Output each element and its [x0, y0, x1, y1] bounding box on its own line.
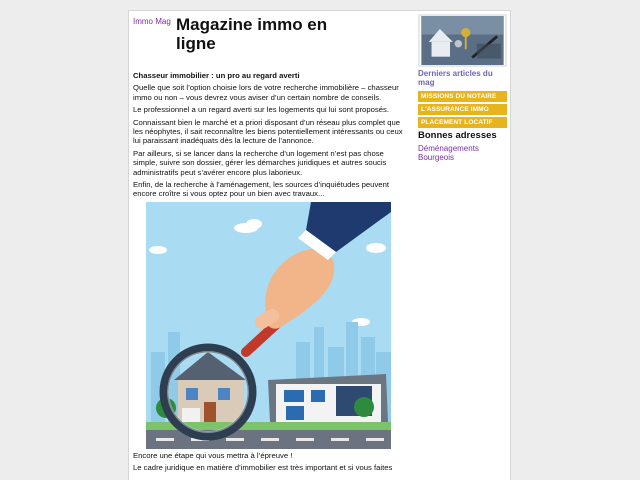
sidebar-item-placement-locatif[interactable]: PLACEMENT LOCATIF	[418, 117, 507, 128]
sidebar-item-missions-du-notaire[interactable]: MISSIONS DU NOTAIRE	[418, 91, 507, 102]
article-heading: Chasseur immobilier : un pro au regard averti	[133, 71, 300, 80]
site-title: Magazine immo en ligne	[176, 15, 328, 53]
article-paragraph: Connaissant bien le marché et a priori disposant d’un réseau plus complet que les néophytes, il sait reconnaître les biens potentiellement intéressants ou ceux lui paraissant inadéquats dès la lecture de l’annonce.	[133, 117, 403, 146]
article-paragraph: Quelle que soit l’option choisie lors de votre recherche immobilière – chasseur immo ou non – vous devrez vous aviser d’un certain nombre de conseils.	[133, 83, 399, 102]
latest-articles-heading: Derniers articles du mag	[418, 69, 493, 87]
addresses-heading: Bonnes adresses	[418, 130, 497, 141]
magnifier-house-illustration	[146, 202, 391, 449]
article-paragraph: Le professionnel a un regard averti sur les logements qui lui sont proposés.	[133, 105, 389, 115]
keys-thumbnail-image[interactable]	[418, 14, 507, 67]
article-paragraph: Encore une étape qui vous mettra à l’épreuve !	[133, 450, 293, 460]
article-paragraph: Le cadre juridique en matière d’immobilier est très important et si vous faites	[133, 463, 393, 473]
brand-link[interactable]: Immo Mag	[133, 17, 171, 26]
article	[133, 71, 405, 476]
page-container	[128, 10, 511, 480]
article-paragraph: Par ailleurs, si se lancer dans la recherche d’un logement n’est pas chose simple, suivre son dossier, gérer les démarches juridiques et autres soucis administratifs peut s’avérer encore plus laborieux.	[133, 148, 387, 177]
sidebar-item-assurance-immo[interactable]: L'ASSURANCE IMMO	[418, 104, 507, 115]
address-link-demenagements-bourgeois[interactable]: Déménagements Bourgeois	[418, 144, 479, 162]
article-paragraph: Enfin, de la recherche à l’aménagement, les sources d’inquiétudes peuvent encore croître si vous optez pour un bien avec travaux...	[133, 180, 389, 199]
latest-articles-list	[418, 91, 507, 130]
